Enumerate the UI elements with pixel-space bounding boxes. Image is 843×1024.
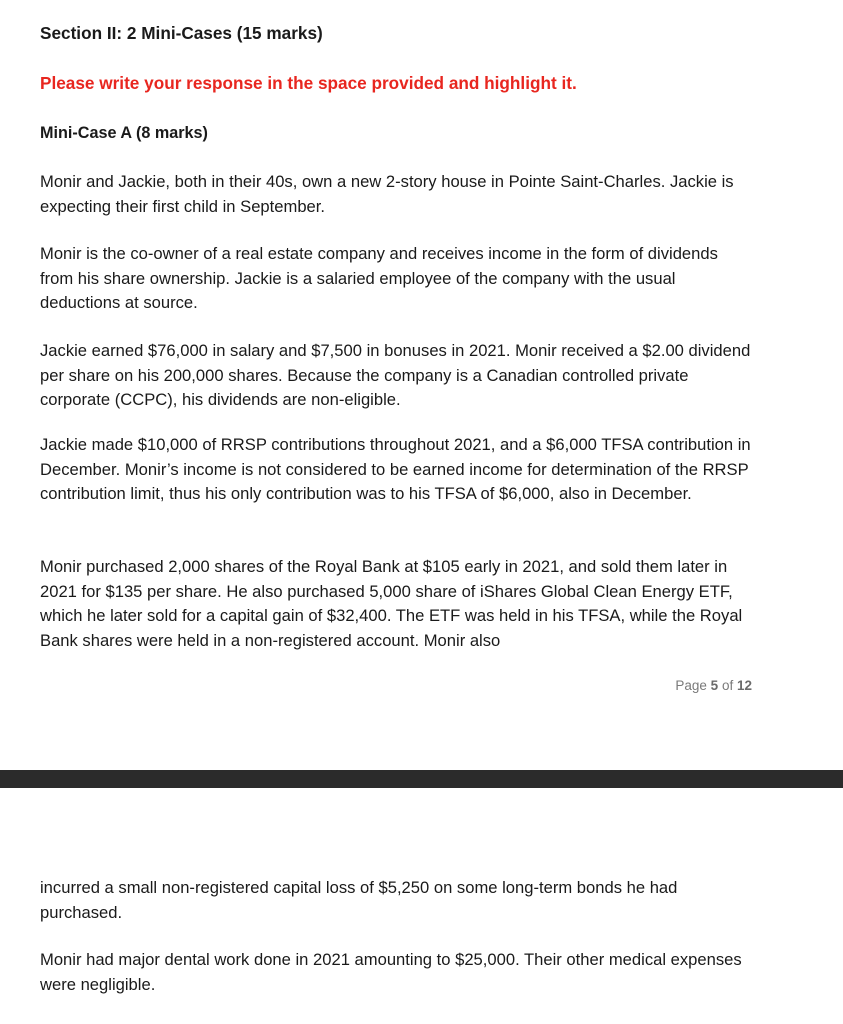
page-separator: [0, 770, 843, 788]
paragraph-investments: Monir purchased 2,000 shares of the Royal Bank at $105 early in 2021, and sold them later in 2021 for $135 per share. He also purchased 5,000 share of iShares Global Clean Energy ETF, which he later sold for a capital gain of $32,400. The ETF was held in his TFSA, while the Royal Bank shares were held in a non-registered account. Monir also: [40, 557, 743, 650]
page-6-sheet: [0, 788, 843, 1024]
response-instruction: Please write your response in the space provided and highlight it.: [40, 73, 577, 93]
paragraph-household: Monir and Jackie, both in their 40s, own a new 2-story house in Pointe Saint-Charles. Jackie is expecting their first child in September.: [40, 172, 734, 216]
section-title: Section II: 2 Mini-Cases (15 marks): [40, 23, 323, 43]
page-number: [675, 678, 752, 693]
mini-case-a-title: Mini-Case A (8 marks): [40, 124, 208, 142]
page-total: 12: [736, 678, 752, 693]
paragraph-medical-expenses: Monir had major dental work done in 2021 amounting to $25,000. Their other medical expenses were negligible.: [40, 950, 742, 994]
paragraph-contributions: Jackie made $10,000 of RRSP contributions throughout 2021, and a $6,000 TFSA contribution in December. Monir’s income is not considered to be earned income for determination of the RRSP contribution limit, thus his only contribution was to his TFSA of $6,000, also in December.: [40, 435, 751, 503]
page-label: Page: [675, 678, 707, 693]
paragraph-income-sources: Monir is the co-owner of a real estate company and receives income in the form of dividends from his share ownership. Jackie is a salaried employee of the company with the usual deductions at source.: [40, 244, 718, 312]
page-current: 5: [710, 678, 719, 693]
page-of-label: of: [721, 678, 734, 693]
paragraph-earnings: Jackie earned $76,000 in salary and $7,500 in bonuses in 2021. Monir received a $2.00 dividend per share on his 200,000 shares. Because the company is a Canadian controlled private corporate (CCPC), his dividends are non-eligible.: [40, 341, 751, 409]
paragraph-capital-loss: incurred a small non-registered capital loss of $5,250 on some long-term bonds he had purchased.: [40, 878, 678, 922]
